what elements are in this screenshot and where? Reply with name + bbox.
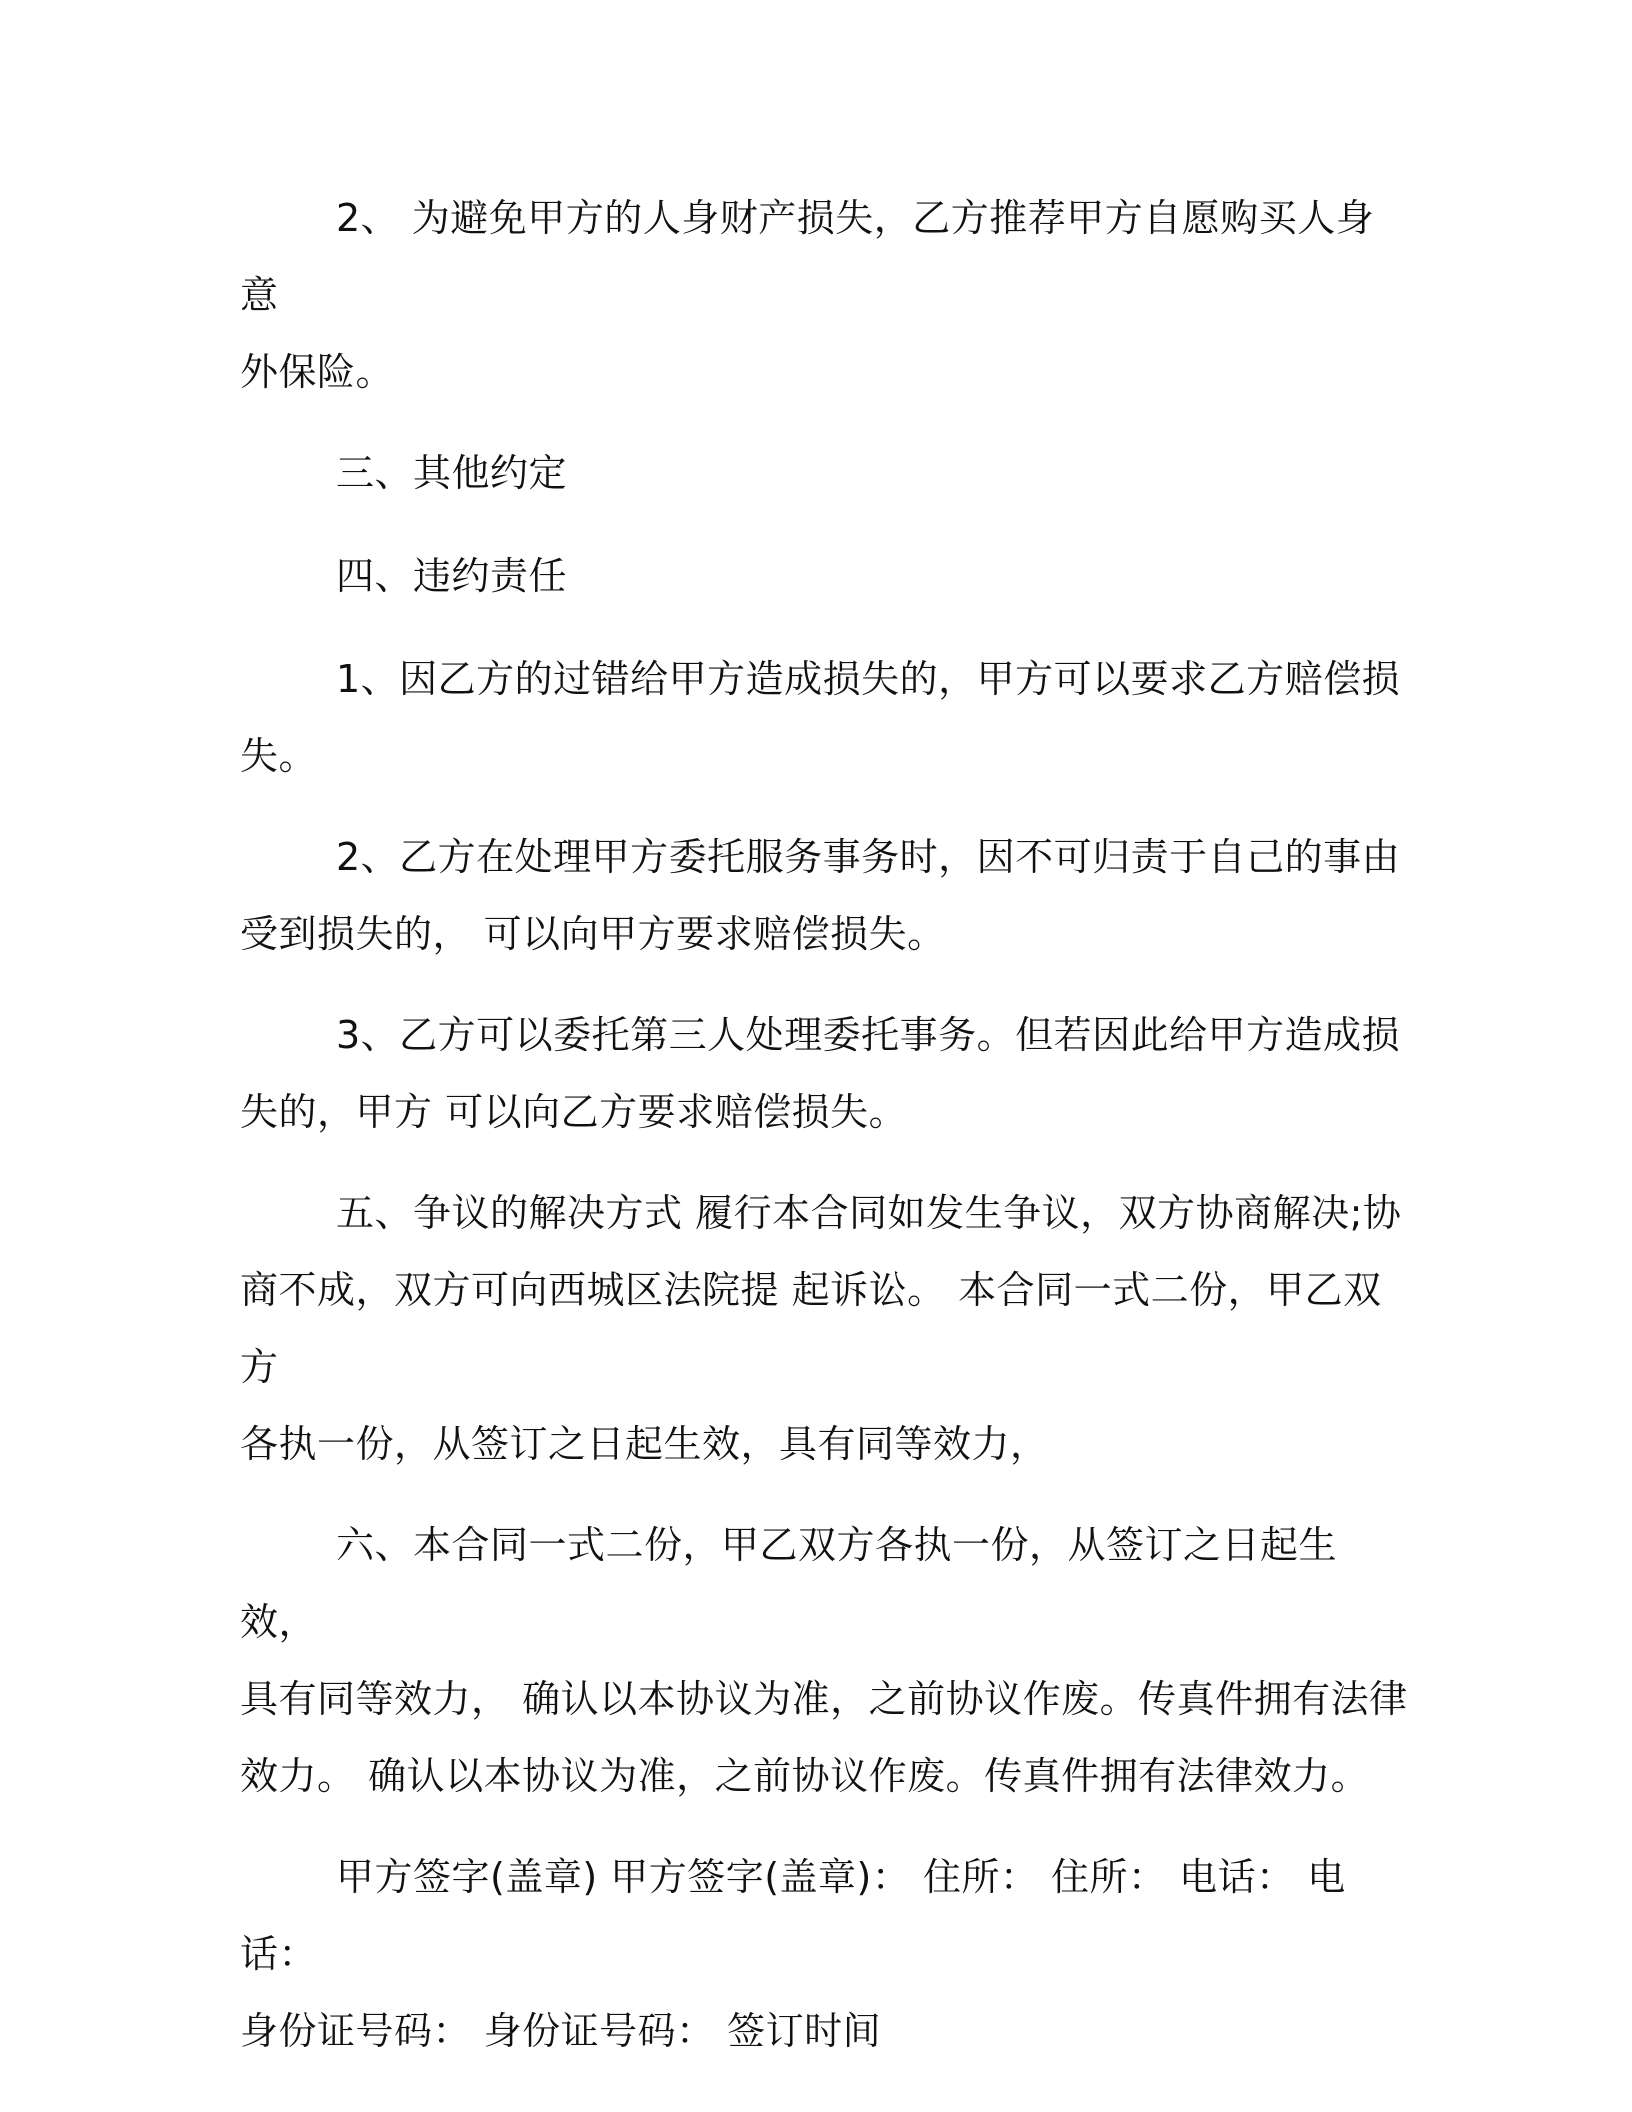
section-heading-liability bbox=[240, 538, 1410, 615]
paragraph-liability-1 bbox=[240, 641, 1410, 795]
text-line: 受到损失的， 可以向甲方要求赔偿损失。 bbox=[240, 912, 946, 956]
text-line: 具有同等效力， 确认以本协议为准，之前协议作废。传真件拥有法律 bbox=[240, 1677, 1408, 1721]
section-heading-other-terms bbox=[240, 435, 1410, 512]
text-line: 四、违约责任 bbox=[336, 554, 568, 598]
text-line: 3、乙方可以委托第三人处理委托事务。但若因此给甲方造成损 bbox=[336, 1013, 1401, 1057]
document-page bbox=[240, 180, 1410, 2094]
text-line: 效力。 确认以本协议为准，之前协议作废。传真件拥有法律效力。 bbox=[240, 1754, 1370, 1798]
paragraph-liability-2 bbox=[240, 819, 1410, 973]
text-line: 三、其他约定 bbox=[336, 451, 568, 495]
text-line: 六、本合同一式二份，甲乙双方各执一份，从签订之日起生效， bbox=[240, 1523, 1338, 1644]
paragraph-signature-block bbox=[240, 1839, 1410, 2070]
text-line: 失的，甲方 可以向乙方要求赔偿损失。 bbox=[240, 1090, 908, 1134]
text-line: 2、乙方在处理甲方委托服务事务时，因不可归责于自己的事由 bbox=[336, 835, 1401, 879]
text-line: 外保险。 bbox=[240, 350, 395, 394]
text-line: 甲方签字(盖章) 甲方签字(盖章)： 住所： 住所： 电话： 电话： bbox=[240, 1855, 1346, 1976]
text-line: 商不成，双方可向西城区法院提 起诉讼。 本合同一式二份，甲乙双方 bbox=[240, 1268, 1382, 1389]
paragraph-dispute-resolution bbox=[240, 1175, 1410, 1483]
paragraph-insurance bbox=[240, 180, 1410, 411]
paragraph-liability-3 bbox=[240, 997, 1410, 1151]
text-line: 各执一份，从签订之日起生效，具有同等效力， bbox=[240, 1422, 1049, 1466]
text-line: 身份证号码： 身份证号码： 签订时间 bbox=[240, 2009, 882, 2053]
text-line: 五、争议的解决方式 履行本合同如发生争议，双方协商解决;协 bbox=[336, 1191, 1402, 1235]
text-line: 2、 为避免甲方的人身财产损失，乙方推荐甲方自愿购买人身意 bbox=[240, 196, 1375, 317]
text-line: 1、因乙方的过错给甲方造成损失的，甲方可以要求乙方赔偿损 bbox=[336, 657, 1401, 701]
paragraph-contract-copies bbox=[240, 1507, 1410, 1815]
text-line: 失。 bbox=[240, 734, 318, 778]
